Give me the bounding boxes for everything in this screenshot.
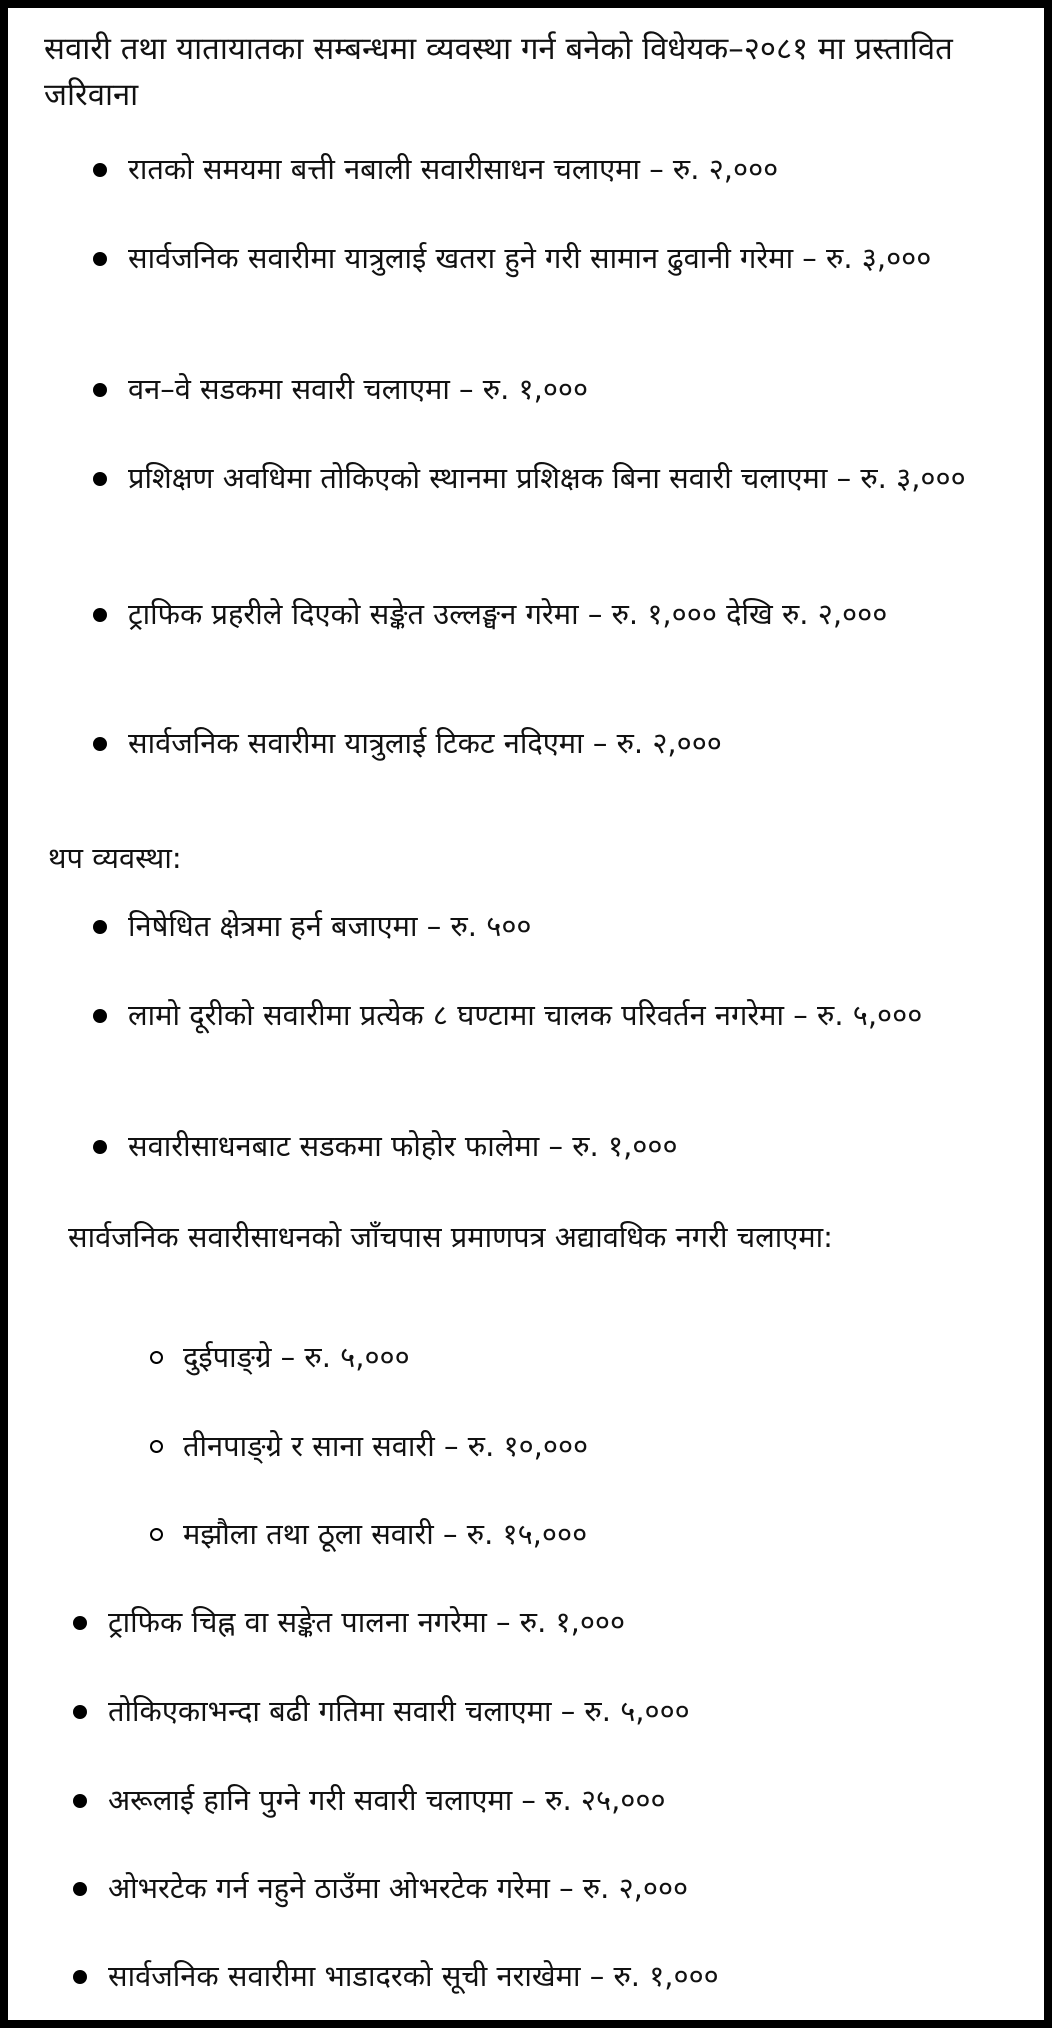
inspection-list-item: मझौला तथा ठूला सवारी – रु. १५,००० xyxy=(183,1517,588,1551)
bullet-icon xyxy=(73,1705,87,1719)
sub-bullet-icon xyxy=(150,1440,163,1453)
final-list-item: ट्राफिक चिह्न वा सङ्केत पालना नगरेमा – रु. १,००० xyxy=(108,1605,626,1639)
final-list-item: सार्वजनिक सवारीमा भाडादरको सूची नराखेमा – रु. १,००० xyxy=(108,1959,719,1993)
bullet-icon xyxy=(73,1970,87,1984)
document-title: सवारी तथा यातायातका सम्बन्धमा व्यवस्था गर्न बनेको विधेयक–२०८१ मा प्रस्तावित जरिवाना xyxy=(44,31,953,113)
bullet-icon xyxy=(93,737,107,751)
additional-list-item: निषेधित क्षेत्रमा हर्न बजाएमा – रु. ५०० xyxy=(128,909,532,943)
additional-list-item: लामो दूरीको सवारीमा प्रत्येक ८ घण्टामा चालक परिवर्तन नगरेमा – रु. ५,००० xyxy=(128,998,923,1032)
final-list-item: ओभरटेक गर्न नहुने ठाउँमा ओभरटेक गरेमा – रु. २,००० xyxy=(108,1871,689,1905)
main-list-item: रातको समयमा बत्ती नबाली सवारीसाधन चलाएमा – रु. २,००० xyxy=(128,152,779,186)
bullet-icon xyxy=(73,1882,87,1896)
additional-heading: थप व्यवस्था: xyxy=(48,841,182,875)
inspection-list-item: दुईपाङ्ग्रे – रु. ५,००० xyxy=(183,1340,410,1374)
main-list-item: ट्राफिक प्रहरीले दिएको सङ्केत उल्लङ्घन गरेमा – रु. १,००० देखि रु. २,००० xyxy=(128,597,888,631)
additional-list-item: सवारीसाधनबाट सडकमा फोहोर फालेमा – रु. १,००० xyxy=(128,1129,678,1163)
bullet-icon xyxy=(93,472,107,486)
bullet-icon xyxy=(93,383,107,397)
bullet-icon xyxy=(93,920,107,934)
bullet-icon xyxy=(93,1009,107,1023)
main-list-item: वन–वे सडकमा सवारी चलाएमा – रु. १,००० xyxy=(128,372,589,406)
final-list-item: तोकिएकाभन्दा बढी गतिमा सवारी चलाएमा – रु. ५,००० xyxy=(108,1694,690,1728)
main-list-item: प्रशिक्षण अवधिमा तोकिएको स्थानमा प्रशिक्षक बिना सवारी चलाएमा – रु. ३,००० xyxy=(128,461,966,495)
bullet-icon xyxy=(93,1140,107,1154)
final-list-item: अरूलाई हानि पुग्ने गरी सवारी चलाएमा – रु. २५,००० xyxy=(108,1783,666,1817)
bullet-icon xyxy=(93,163,107,177)
bullet-icon xyxy=(93,608,107,622)
inspection-heading: सार्वजनिक सवारीसाधनको जाँचपास प्रमाणपत्र अद्यावधिक नगरी चलाएमा: xyxy=(68,1220,833,1254)
main-list-item: सार्वजनिक सवारीमा यात्रुलाई खतरा हुने गरी सामान ढुवानी गरेमा – रु. ३,००० xyxy=(128,241,932,275)
main-list-item: सार्वजनिक सवारीमा यात्रुलाई टिकट नदिएमा – रु. २,००० xyxy=(128,726,722,760)
bullet-icon xyxy=(93,252,107,266)
inspection-list-item: तीनपाङ्ग्रे र साना सवारी – रु. १०,००० xyxy=(183,1429,589,1463)
bullet-icon xyxy=(73,1616,87,1630)
bullet-icon xyxy=(73,1794,87,1808)
sub-bullet-icon xyxy=(150,1351,163,1364)
sub-bullet-icon xyxy=(150,1528,163,1541)
